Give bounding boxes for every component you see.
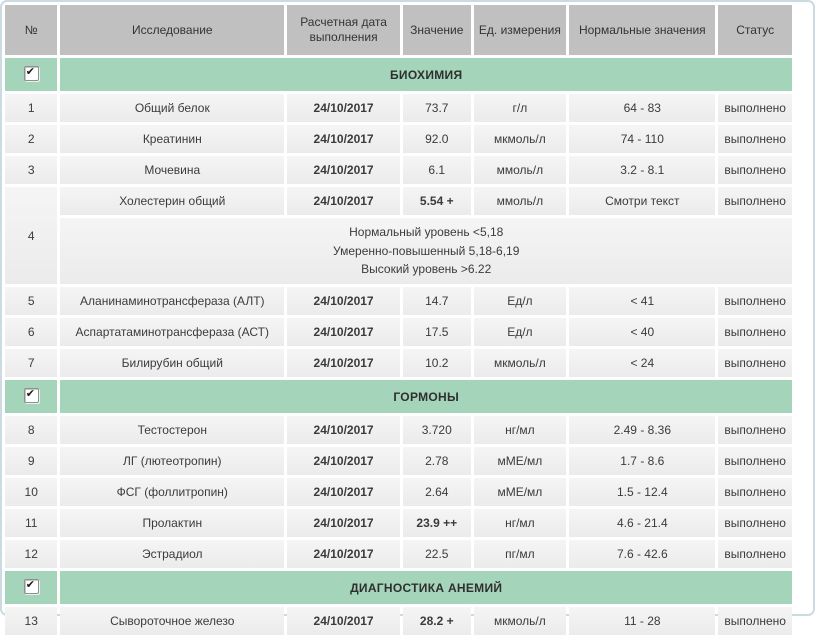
section-title: БИОХИМИЯ	[60, 58, 792, 91]
table-row	[5, 540, 792, 568]
test-name: Креатинин	[60, 125, 284, 153]
test-date: 24/10/2017	[287, 187, 400, 215]
column-header-unit: Ед. измерения	[474, 5, 567, 55]
section-checkbox-cell	[5, 380, 57, 413]
row-number: 1	[5, 94, 57, 122]
status-label: выполнено	[718, 349, 792, 377]
row-number: 2	[5, 125, 57, 153]
normal-range: < 40	[569, 318, 715, 346]
note-row	[5, 218, 792, 284]
section-checkbox[interactable]	[24, 579, 39, 594]
normal-range: 11 - 28	[569, 607, 715, 635]
note-line: Умеренно-повышенный 5,18-6,19	[333, 243, 520, 258]
test-name: Холестерин общий	[60, 187, 284, 215]
normal-range: 64 - 83	[569, 94, 715, 122]
test-unit: Ед/л	[474, 287, 567, 315]
test-unit: мМЕ/мл	[474, 447, 567, 475]
test-unit: мкмоль/л	[474, 349, 567, 377]
test-date: 24/10/2017	[287, 318, 400, 346]
test-unit: ммоль/л	[474, 156, 567, 184]
test-date: 24/10/2017	[287, 287, 400, 315]
row-number: 6	[5, 318, 57, 346]
table-row	[5, 416, 792, 444]
test-unit: нг/мл	[474, 509, 567, 537]
test-date: 24/10/2017	[287, 349, 400, 377]
table-row	[5, 509, 792, 537]
normal-range: 2.49 - 8.36	[569, 416, 715, 444]
table-header	[5, 5, 792, 55]
table-row	[5, 478, 792, 506]
note-line: Нормальный уровень <5,18	[349, 225, 504, 240]
normal-range: < 41	[569, 287, 715, 315]
test-date: 24/10/2017	[287, 156, 400, 184]
test-value: 10.2	[403, 349, 471, 377]
test-date: 24/10/2017	[287, 509, 400, 537]
test-value: 22.5	[403, 540, 471, 568]
section-checkbox-cell	[5, 58, 57, 91]
table-row	[5, 447, 792, 475]
section-title: ГОРМОНЫ	[60, 380, 792, 413]
row-number: 5	[5, 287, 57, 315]
test-unit: ммоль/л	[474, 187, 567, 215]
test-value: 73.7	[403, 94, 471, 122]
normal-range: 3.2 - 8.1	[569, 156, 715, 184]
test-name: Пролактин	[60, 509, 284, 537]
table-body	[5, 58, 792, 635]
section-checkbox[interactable]	[24, 388, 39, 403]
status-label: выполнено	[718, 447, 792, 475]
normal-range: Смотри текст	[569, 187, 715, 215]
lab-results-table	[2, 2, 795, 638]
section-row	[5, 571, 792, 604]
test-name: Аспартатаминотрансфераза (АСТ)	[60, 318, 284, 346]
status-label: выполнено	[718, 416, 792, 444]
section-checkbox[interactable]	[24, 66, 39, 81]
test-name: Аланинаминотрансфераза (АЛТ)	[60, 287, 284, 315]
status-label: выполнено	[718, 607, 792, 635]
test-name: Эстрадиол	[60, 540, 284, 568]
row-number: 4	[5, 187, 57, 284]
status-label: выполнено	[718, 125, 792, 153]
column-header-date: Расчетная дата выполнения	[287, 5, 400, 55]
column-header-status: Статус	[718, 5, 792, 55]
table-row	[5, 125, 792, 153]
test-date: 24/10/2017	[287, 478, 400, 506]
test-value: 23.9 ++	[403, 509, 471, 537]
test-value: 17.5	[403, 318, 471, 346]
table-row	[5, 349, 792, 377]
test-value: 2.78	[403, 447, 471, 475]
status-label: выполнено	[718, 287, 792, 315]
test-date: 24/10/2017	[287, 540, 400, 568]
test-unit: Ед/л	[474, 318, 567, 346]
row-number: 13	[5, 607, 57, 635]
normal-range: 74 - 110	[569, 125, 715, 153]
status-label: выполнено	[718, 509, 792, 537]
table-row	[5, 287, 792, 315]
row-number: 9	[5, 447, 57, 475]
status-label: выполнено	[718, 187, 792, 215]
normal-range: 1.5 - 12.4	[569, 478, 715, 506]
test-unit: пг/мл	[474, 540, 567, 568]
test-value: 92.0	[403, 125, 471, 153]
section-row	[5, 58, 792, 91]
status-label: выполнено	[718, 94, 792, 122]
status-label: выполнено	[718, 318, 792, 346]
normal-range: 4.6 - 21.4	[569, 509, 715, 537]
test-value: 28.2 +	[403, 607, 471, 635]
section-checkbox-cell	[5, 571, 57, 604]
test-unit: мкмоль/л	[474, 125, 567, 153]
test-name: Общий белок	[60, 94, 284, 122]
header-row	[5, 5, 792, 55]
column-header-value: Значение	[403, 5, 471, 55]
row-number: 12	[5, 540, 57, 568]
test-unit: нг/мл	[474, 416, 567, 444]
note-line: Высокий уровень >6.22	[361, 262, 492, 277]
status-label: выполнено	[718, 156, 792, 184]
test-value: 3.720	[403, 416, 471, 444]
test-date: 24/10/2017	[287, 125, 400, 153]
test-unit: мМЕ/мл	[474, 478, 567, 506]
test-name: Сывороточное железо	[60, 607, 284, 635]
test-value: 5.54 +	[403, 187, 471, 215]
test-name: Мочевина	[60, 156, 284, 184]
column-header-num: №	[5, 5, 57, 55]
test-name: Тестостерон	[60, 416, 284, 444]
test-note	[60, 218, 792, 284]
test-unit: мкмоль/л	[474, 607, 567, 635]
test-date: 24/10/2017	[287, 607, 400, 635]
row-number: 11	[5, 509, 57, 537]
normal-range: 7.6 - 42.6	[569, 540, 715, 568]
row-number: 3	[5, 156, 57, 184]
row-number: 8	[5, 416, 57, 444]
test-date: 24/10/2017	[287, 416, 400, 444]
row-number: 10	[5, 478, 57, 506]
section-title: ДИАГНОСТИКА АНЕМИЙ	[60, 571, 792, 604]
table-row	[5, 94, 792, 122]
test-value: 2.64	[403, 478, 471, 506]
test-unit: г/л	[474, 94, 567, 122]
test-date: 24/10/2017	[287, 94, 400, 122]
test-name: ФСГ (фоллитропин)	[60, 478, 284, 506]
test-date: 24/10/2017	[287, 447, 400, 475]
status-label: выполнено	[718, 478, 792, 506]
row-number: 7	[5, 349, 57, 377]
table-row	[5, 187, 792, 215]
normal-range: < 24	[569, 349, 715, 377]
status-label: выполнено	[718, 540, 792, 568]
table-row	[5, 607, 792, 635]
test-value: 14.7	[403, 287, 471, 315]
test-name: Билирубин общий	[60, 349, 284, 377]
table-row	[5, 156, 792, 184]
column-header-name: Исследование	[60, 5, 284, 55]
test-value: 6.1	[403, 156, 471, 184]
normal-range: 1.7 - 8.6	[569, 447, 715, 475]
column-header-normal: Нормальные значения	[569, 5, 715, 55]
table-row	[5, 318, 792, 346]
section-row	[5, 380, 792, 413]
test-name: ЛГ (лютеотропин)	[60, 447, 284, 475]
